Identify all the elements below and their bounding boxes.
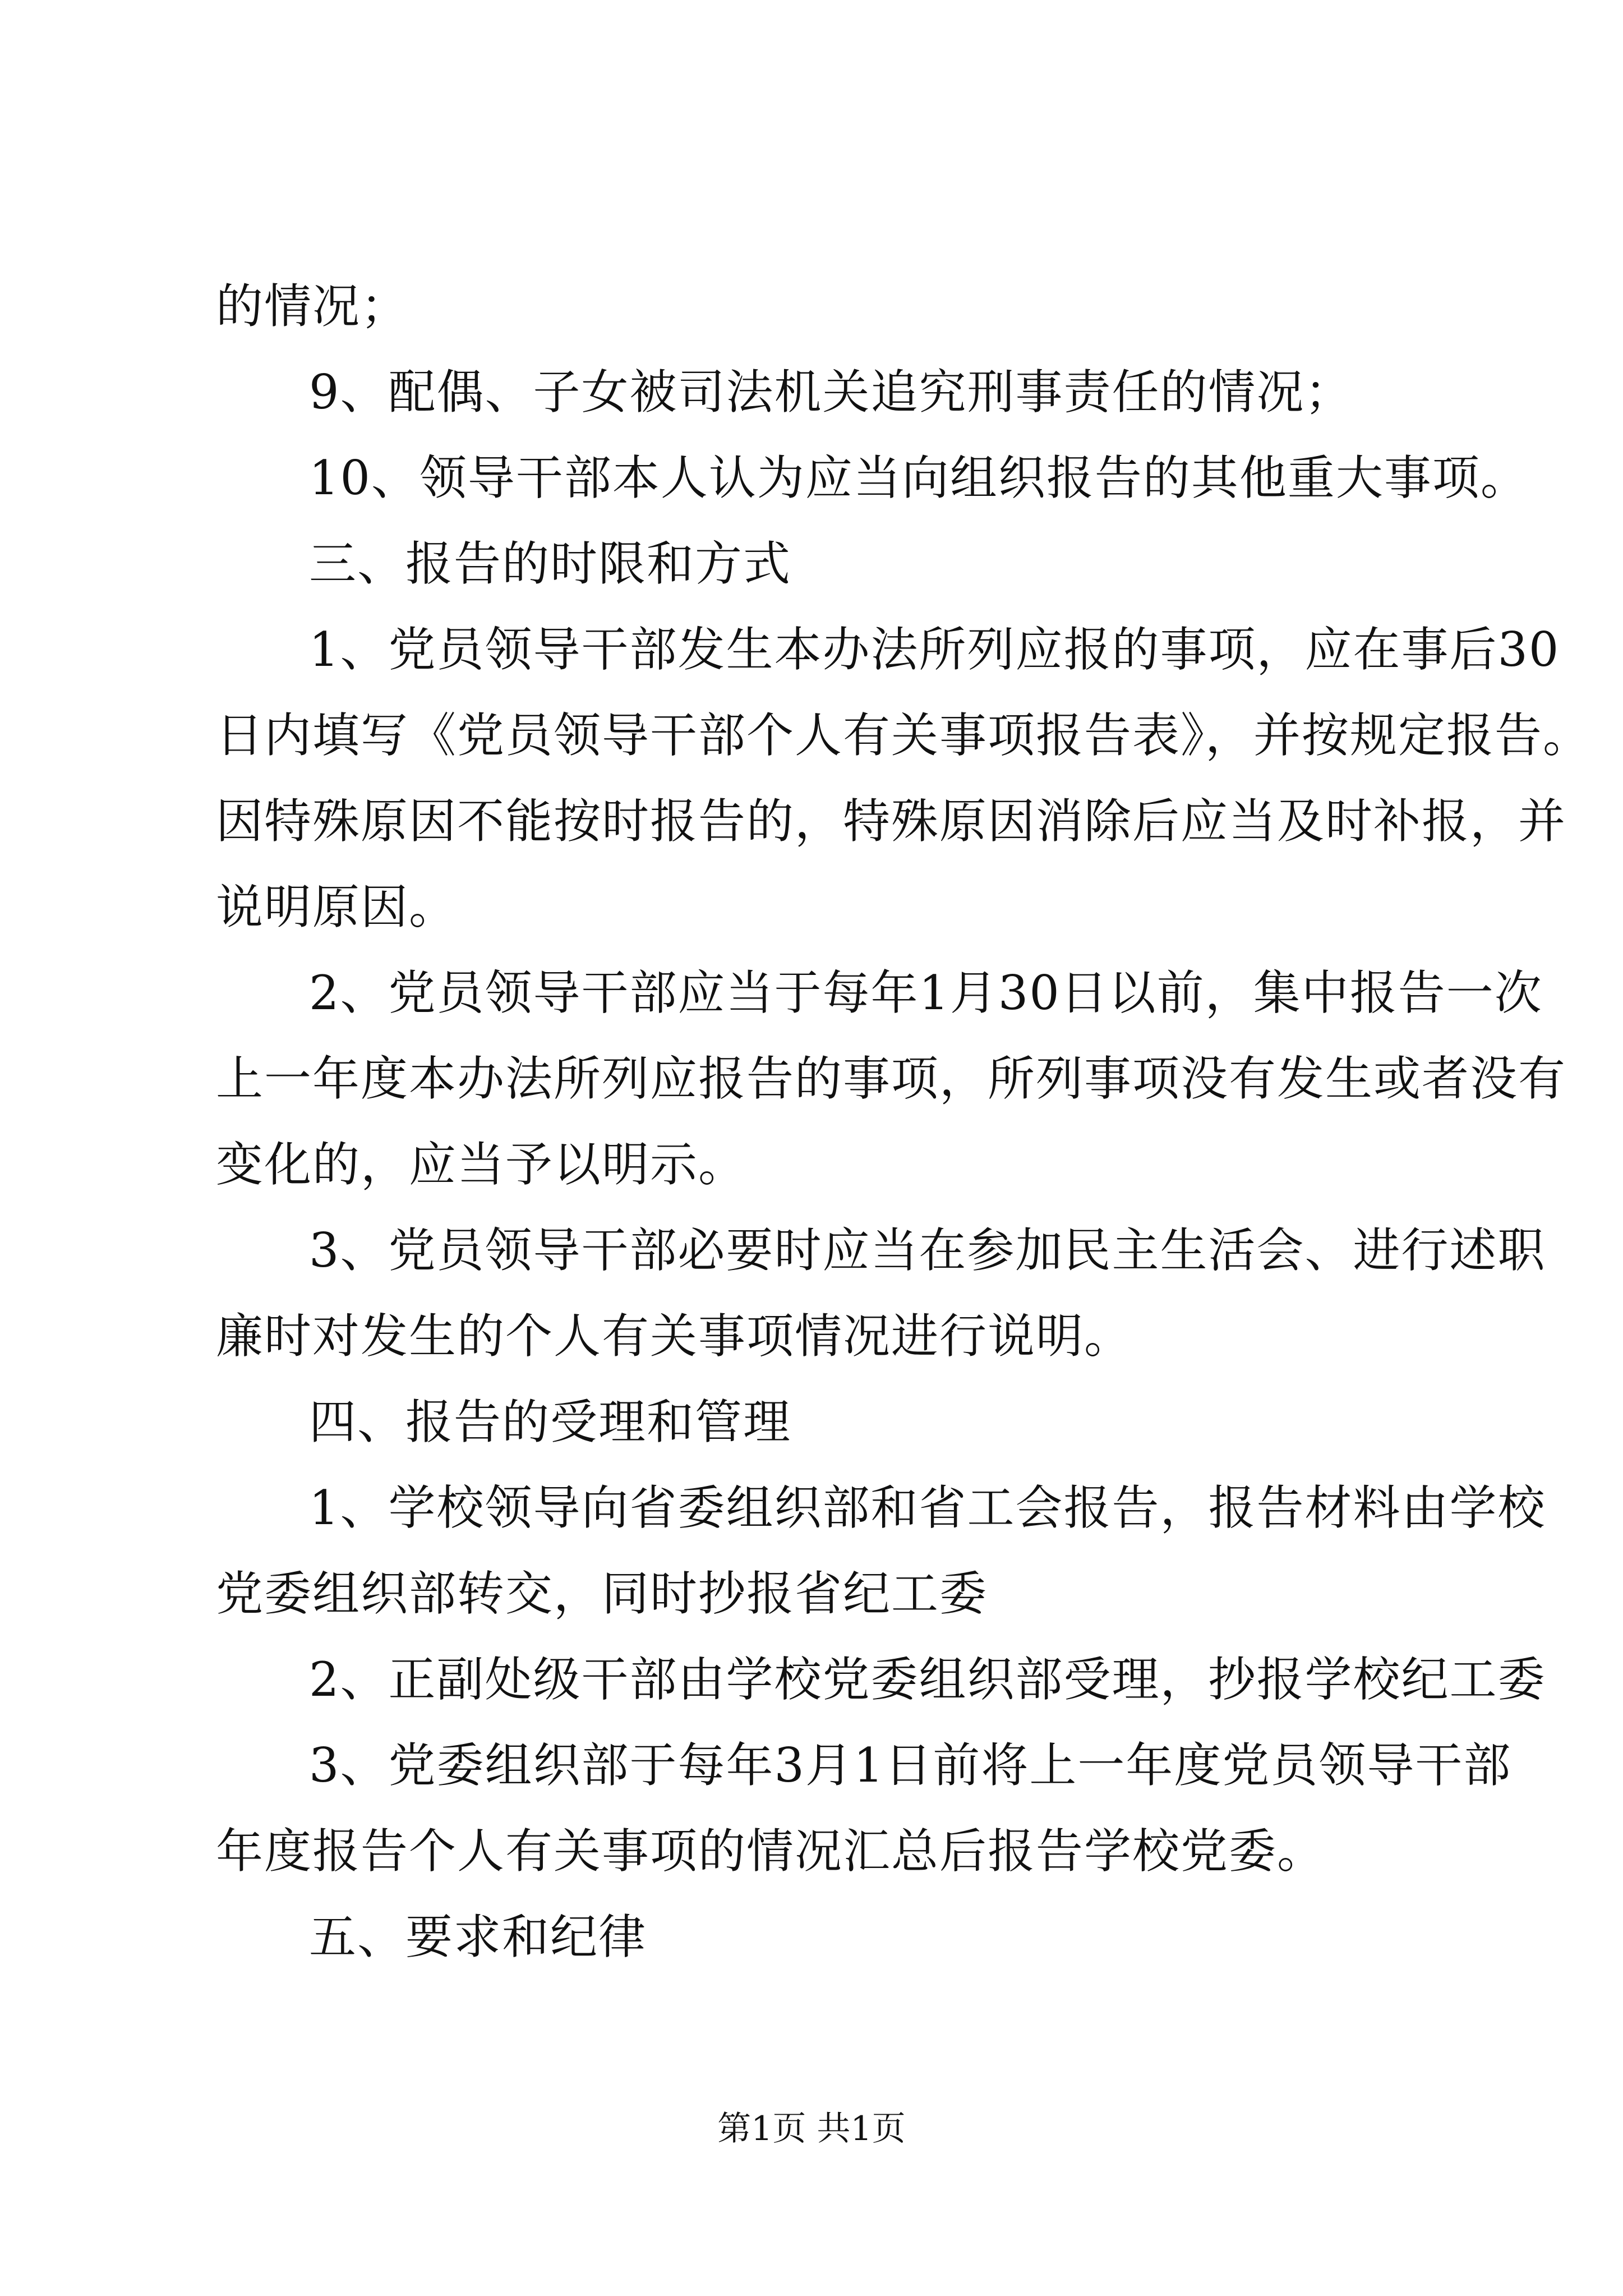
document-body	[216, 264, 1592, 1980]
text-line: 日内填写《党员领导干部个人有关事项报告表》，并按规定报告。	[216, 708, 1592, 763]
text-line: 因特殊原因不能按时报告的，特殊原因消除后应当及时补报，并	[216, 794, 1567, 849]
text-line: 的情况；	[216, 279, 409, 334]
text-line: 上一年度本办法所列应报告的事项，所列事项没有发生或者没有	[216, 1051, 1567, 1106]
section-heading: 五、要求和纪律	[309, 1910, 647, 1964]
text-line: 廉时对发生的个人有关事项情况进行说明。	[216, 1309, 1133, 1364]
text-line: 3、党委组织部于每年3月1日前将上一年度党员领导干部	[309, 1738, 1512, 1793]
text-line: 党委组织部转交，同时抄报省纪工委	[216, 1566, 988, 1621]
page-footer: 第1页 共1页	[717, 2109, 906, 2148]
text-line: 变化的，应当予以明示。	[216, 1137, 747, 1192]
section-heading: 三、报告的时限和方式	[309, 536, 792, 591]
text-line: 3、党员领导干部必要时应当在参加民主生活会、进行述职	[309, 1223, 1546, 1278]
text-line: 9、配偶、子女被司法机关追究刑事责任的情况；	[309, 365, 1353, 420]
section-heading: 四、报告的受理和管理	[309, 1395, 792, 1450]
text-line: 10、领导干部本人认为应当向组织报告的其他重大事项。	[309, 450, 1529, 505]
text-line: 1、党员领导干部发生本办法所列应报的事项，应在事后30	[309, 622, 1560, 677]
text-line: 2、正副处级干部由学校党委组织部受理，抄报学校纪工委	[309, 1652, 1546, 1707]
text-line: 2、党员领导干部应当于每年1月30日以前，集中报告一次	[309, 965, 1543, 1020]
text-line: 说明原因。	[216, 880, 458, 935]
text-line: 年度报告个人有关事项的情况汇总后报告学校党委。	[216, 1824, 1326, 1879]
text-line: 1、学校领导向省委组织部和省工会报告，报告材料由学校	[309, 1480, 1546, 1535]
